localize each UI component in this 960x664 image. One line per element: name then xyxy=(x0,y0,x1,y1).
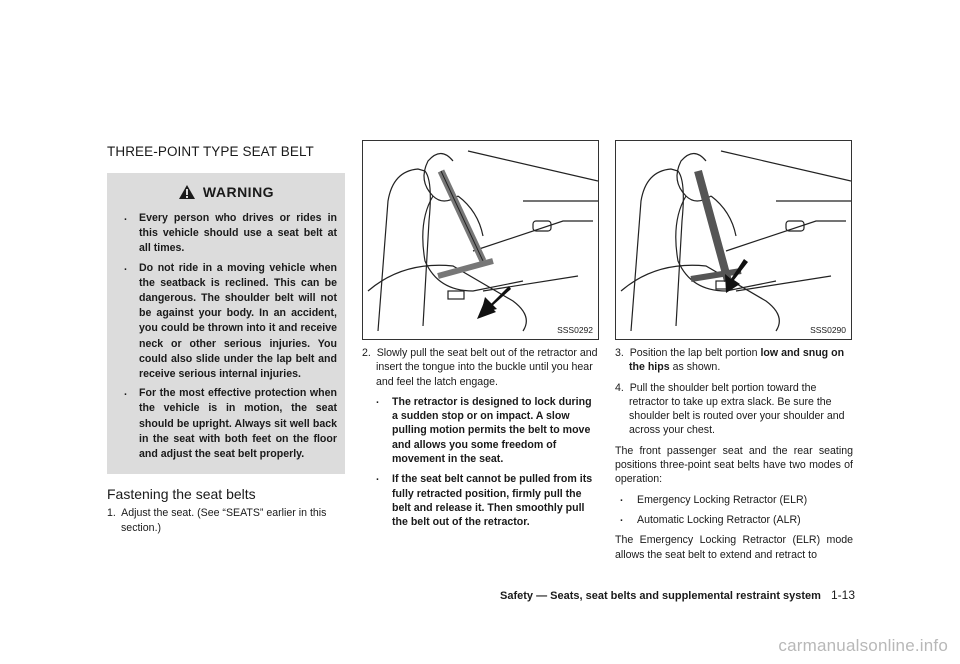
warning-item: . For the most effective protection when the vehicle is in motion, the seat should be upright. Always sit well back in the seat with both feet on the floor and adjust the seat belt properly. xyxy=(115,386,337,462)
step-2-notes xyxy=(362,395,599,530)
warning-item: . Every person who drives or rides in this vehicle should use a seat belt at all times. xyxy=(115,211,337,257)
mode-item: . Automatic Locking Retractor (ALR) xyxy=(615,513,853,527)
section-title: THREE-POINT TYPE SEAT BELT xyxy=(107,144,314,159)
seatbelt-illustration-1 xyxy=(362,140,599,340)
figure-code: SSS0290 xyxy=(810,325,846,335)
seatbelt-drawing xyxy=(363,141,598,339)
watermark: carmanualsonline.info xyxy=(778,636,948,655)
column-1 xyxy=(107,140,345,541)
mode-item: . Emergency Locking Retractor (ELR) xyxy=(615,493,853,507)
step-3-text-end: as shown. xyxy=(669,361,721,374)
seatbelt-illustration-2 xyxy=(615,140,852,340)
warning-icon xyxy=(178,184,196,200)
elr-description: The Emergency Locking Retractor (ELR) mode allows the seat belt to extend and retract to xyxy=(615,534,853,561)
step-2: 2. Slowly pull the seat belt out of the retractor and insert the tongue into the buckle until you hear and feel the latch engage. xyxy=(362,347,598,388)
page-footer xyxy=(465,588,855,602)
step-4: 4. Pull the shoulder belt portion toward the retractor to take up extra slack. Be sure the shoulder belt is routed over your shoulder and across your chest. xyxy=(615,381,845,437)
warning-item: . Do not ride in a moving vehicle when the seatback is reclined. This can be dangerous. The shoulder belt will not be against your body. In an accident, you could be thrown into it and receive neck or other serious injuries. You could also slide under the lap belt and receive serious internal injuries. xyxy=(115,261,337,383)
column-3 xyxy=(615,140,853,568)
warning-list xyxy=(115,211,337,462)
step-3 xyxy=(615,346,853,375)
modes-intro: The front passenger seat and the rear seating positions three-point seat belts have two modes of operation: xyxy=(615,444,853,486)
subsection-title: Fastening the seat belts xyxy=(107,486,256,503)
warning-title: WARNING xyxy=(202,184,275,200)
seatbelt-drawing xyxy=(616,141,851,339)
warning-header xyxy=(115,181,337,203)
figure-code: SSS0292 xyxy=(557,325,593,335)
warning-box xyxy=(107,173,345,474)
step-3-text: 3. Position the lap belt portion xyxy=(615,347,761,359)
column-2 xyxy=(362,140,599,536)
step-1: 1. Adjust the seat. (See “SEATS” earlier in this section.) xyxy=(107,507,327,534)
footer-section-title: Safety — Seats, seat belts and supplemental restraint system xyxy=(500,590,821,602)
page-number: 1-13 xyxy=(830,588,855,602)
note-item: . The retractor is designed to lock during a sudden stop or on impact. A slow pulling motion permits the belt to move and allows you some freedom of movement in the seat. xyxy=(362,395,599,466)
note-item: . If the seat belt cannot be pulled from its fully retracted position, firmly pull the belt and release it. Then smoothly pull the belt out of the retractor. xyxy=(362,472,599,529)
step-3-emphasis: low and snug on the hips xyxy=(629,347,845,374)
